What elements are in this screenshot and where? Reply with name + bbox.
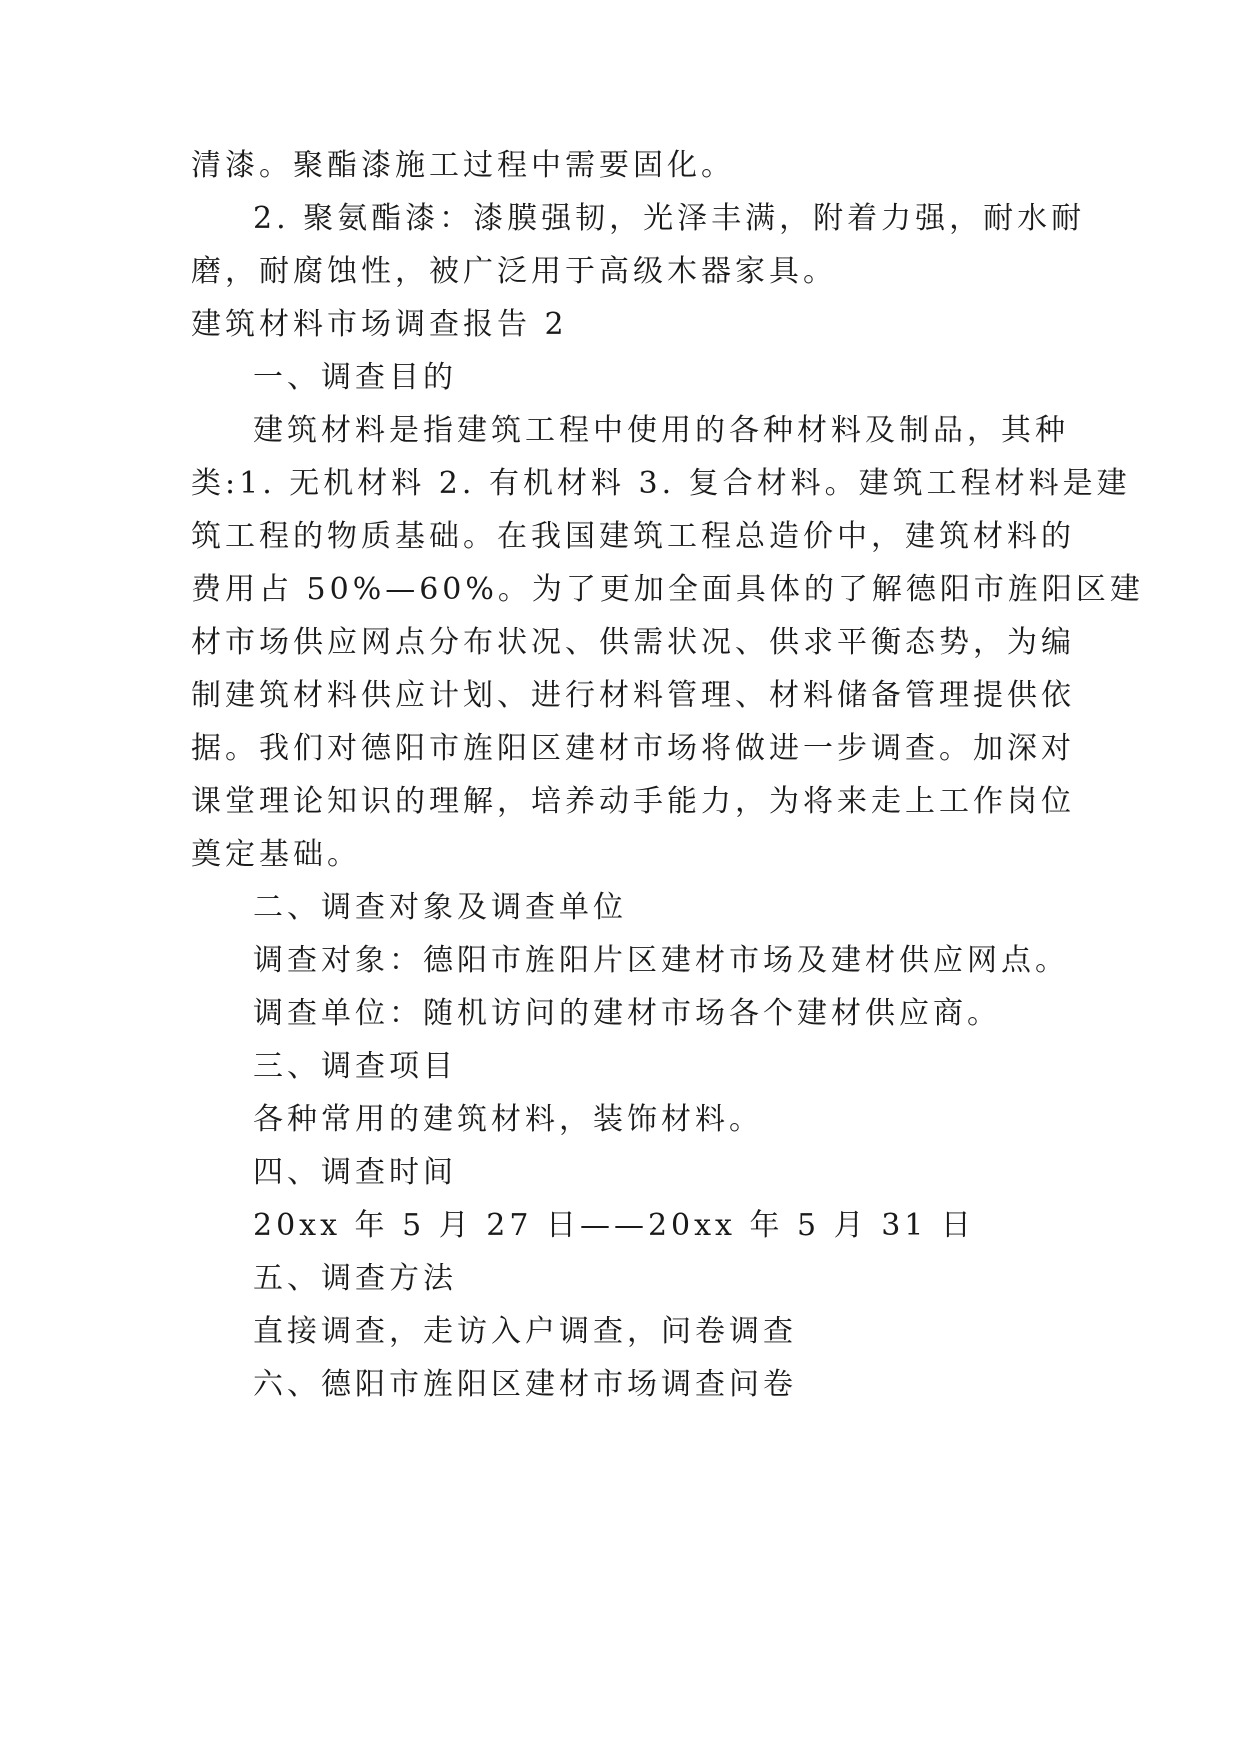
paragraph-line: 20xx 年 5 月 27 日——20xx 年 5 月 31 日 (253, 1208, 975, 1243)
section-heading: 五、调查方法 (253, 1261, 457, 1296)
paragraph-line: 筑工程的物质基础。在我国建筑工程总造价中，建筑材料的 (191, 519, 1075, 554)
section-title: 建筑材料市场调查报告 2 (191, 307, 568, 342)
paragraph-line: 清漆。聚酯漆施工过程中需要固化。 (191, 148, 735, 183)
section-heading: 三、调查项目 (253, 1049, 457, 1084)
paragraph-line: 各种常用的建筑材料，装饰材料。 (253, 1102, 763, 1137)
paragraph-line: 直接调查，走访入户调查，问卷调查 (253, 1314, 797, 1349)
paragraph-line: 调查单位：随机访问的建材市场各个建材供应商。 (253, 996, 1001, 1031)
section-heading: 六、德阳市旌阳区建材市场调查问卷 (253, 1367, 797, 1402)
paragraph-line: 建筑材料是指建筑工程中使用的各种材料及制品，其种 (253, 413, 1069, 448)
paragraph-line: 课堂理论知识的理解，培养动手能力，为将来走上工作岗位 (191, 784, 1075, 819)
section-heading: 四、调查时间 (253, 1155, 457, 1190)
paragraph-line: 据。我们对德阳市旌阳区建材市场将做进一步调查。加深对 (191, 731, 1075, 766)
section-heading: 一、调查目的 (253, 360, 457, 395)
paragraph-line: 制建筑材料供应计划、进行材料管理、材料储备管理提供依 (191, 678, 1075, 713)
paragraph-line: 费用占 50%—60%。为了更加全面具体的了解德阳市旌阳区建 (191, 572, 1144, 607)
paragraph-line: 调查对象：德阳市旌阳片区建材市场及建材供应网点。 (253, 943, 1069, 978)
paragraph-line: 2. 聚氨酯漆：漆膜强韧，光泽丰满，附着力强，耐水耐 (253, 201, 1086, 236)
section-heading: 二、调查对象及调查单位 (253, 890, 627, 925)
paragraph-line: 材市场供应网点分布状况、供需状况、供求平衡态势，为编 (191, 625, 1075, 660)
paragraph-line: 类:1. 无机材料 2. 有机材料 3. 复合材料。建筑工程材料是建 (191, 466, 1131, 501)
paragraph-line: 奠定基础。 (191, 837, 361, 872)
paragraph-line: 磨，耐腐蚀性，被广泛用于高级木器家具。 (191, 254, 837, 289)
